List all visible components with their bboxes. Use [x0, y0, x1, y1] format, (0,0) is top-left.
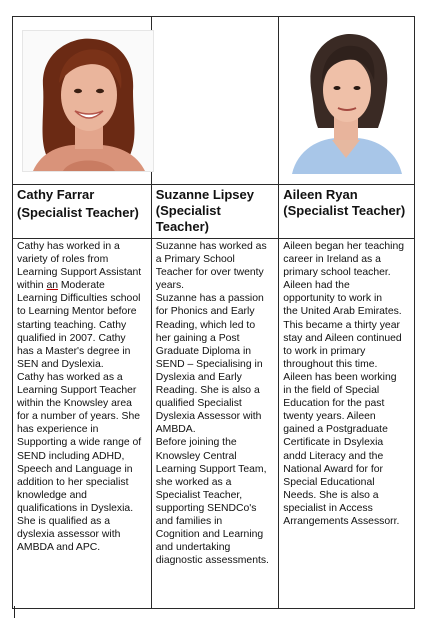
photo-cell-aileen — [279, 17, 415, 185]
staff-name: Aileen Ryan — [283, 187, 358, 202]
staff-bio — [17, 240, 147, 554]
bio-cell-aileen — [279, 239, 415, 609]
bio-cell-suzanne — [151, 239, 279, 609]
cathy-farrar-photo — [22, 30, 154, 172]
name-cell-cathy — [13, 185, 152, 239]
name-cell-suzanne — [151, 185, 279, 239]
text-cursor — [14, 606, 15, 618]
name-row — [13, 185, 415, 239]
staff-role: (Specialist Teacher) — [155, 203, 221, 234]
staff-bio: Aileen began her teaching career in Ireland as a primary school teacher. Aileen had the opportunity to work in the United Arab Emirates. This became a thirty year stay and Aileen continued to work in primary throughout this time. Aileen has been working in the field of Special Education for the past twenty years. Aileen gained a Postgraduate Certificate in Dsylexia andd Literacy and the National Award for for Special Educational Needs. She is also a specialist in Access Arrangements Assessorr. — [283, 241, 405, 527]
bio-row — [13, 239, 415, 609]
photo-row — [13, 17, 415, 185]
staff-role: (Specialist Teacher) — [283, 203, 406, 218]
bio-text: Cathy has worked in a variety of roles from Learning Support Assistant within — [17, 241, 142, 292]
name-cell-aileen — [279, 185, 415, 239]
spellcheck-underlined-word: an — [46, 280, 59, 292]
staff-name: Suzanne Lipsey — [155, 187, 254, 202]
staff-bio: Suzanne has worked as a Primary School Teacher for over twenty years. Suzanne has a passion for Phonics and Early Reading, which led to her gaining a Post Graduate Diploma in SEND – Specialising in Dyslexia and Early Reading. She is also a qualified Specialist Dyslexia Assessor with AMBDA. Before joining the Knowsley Central Learning Support Team, she worked as a Specialist Teacher, supporting SENDCo's and families in Cognition and Learning and undertaking diagnostic assessments. — [155, 241, 269, 567]
staff-role: (Specialist Teacher) — [17, 205, 139, 220]
bio-cell-cathy — [13, 239, 152, 609]
staff-profile-table — [12, 16, 415, 609]
staff-name: Cathy Farrar — [17, 187, 95, 202]
bio-text: Moderate Learning Difficulties school to Learning Mentor before starting teaching. Cathy qualified in 2007. Cathy has a Master's degree in SEN and Dyslexia. Cathy has worked as a Learning Support Teacher within the Knowsley area for a number of years. She has experience in Supporting a wide range of SEND including ADHD, Speech and Language in addition to her specialist knowledge and qualifications in Dyslexia. She is qualified as a dyslexia assessor with AMBDA and APC. — [17, 280, 142, 554]
photo-cell-suzanne — [151, 17, 279, 185]
aileen-ryan-photo — [288, 24, 406, 174]
photo-cell-cathy — [13, 17, 152, 185]
